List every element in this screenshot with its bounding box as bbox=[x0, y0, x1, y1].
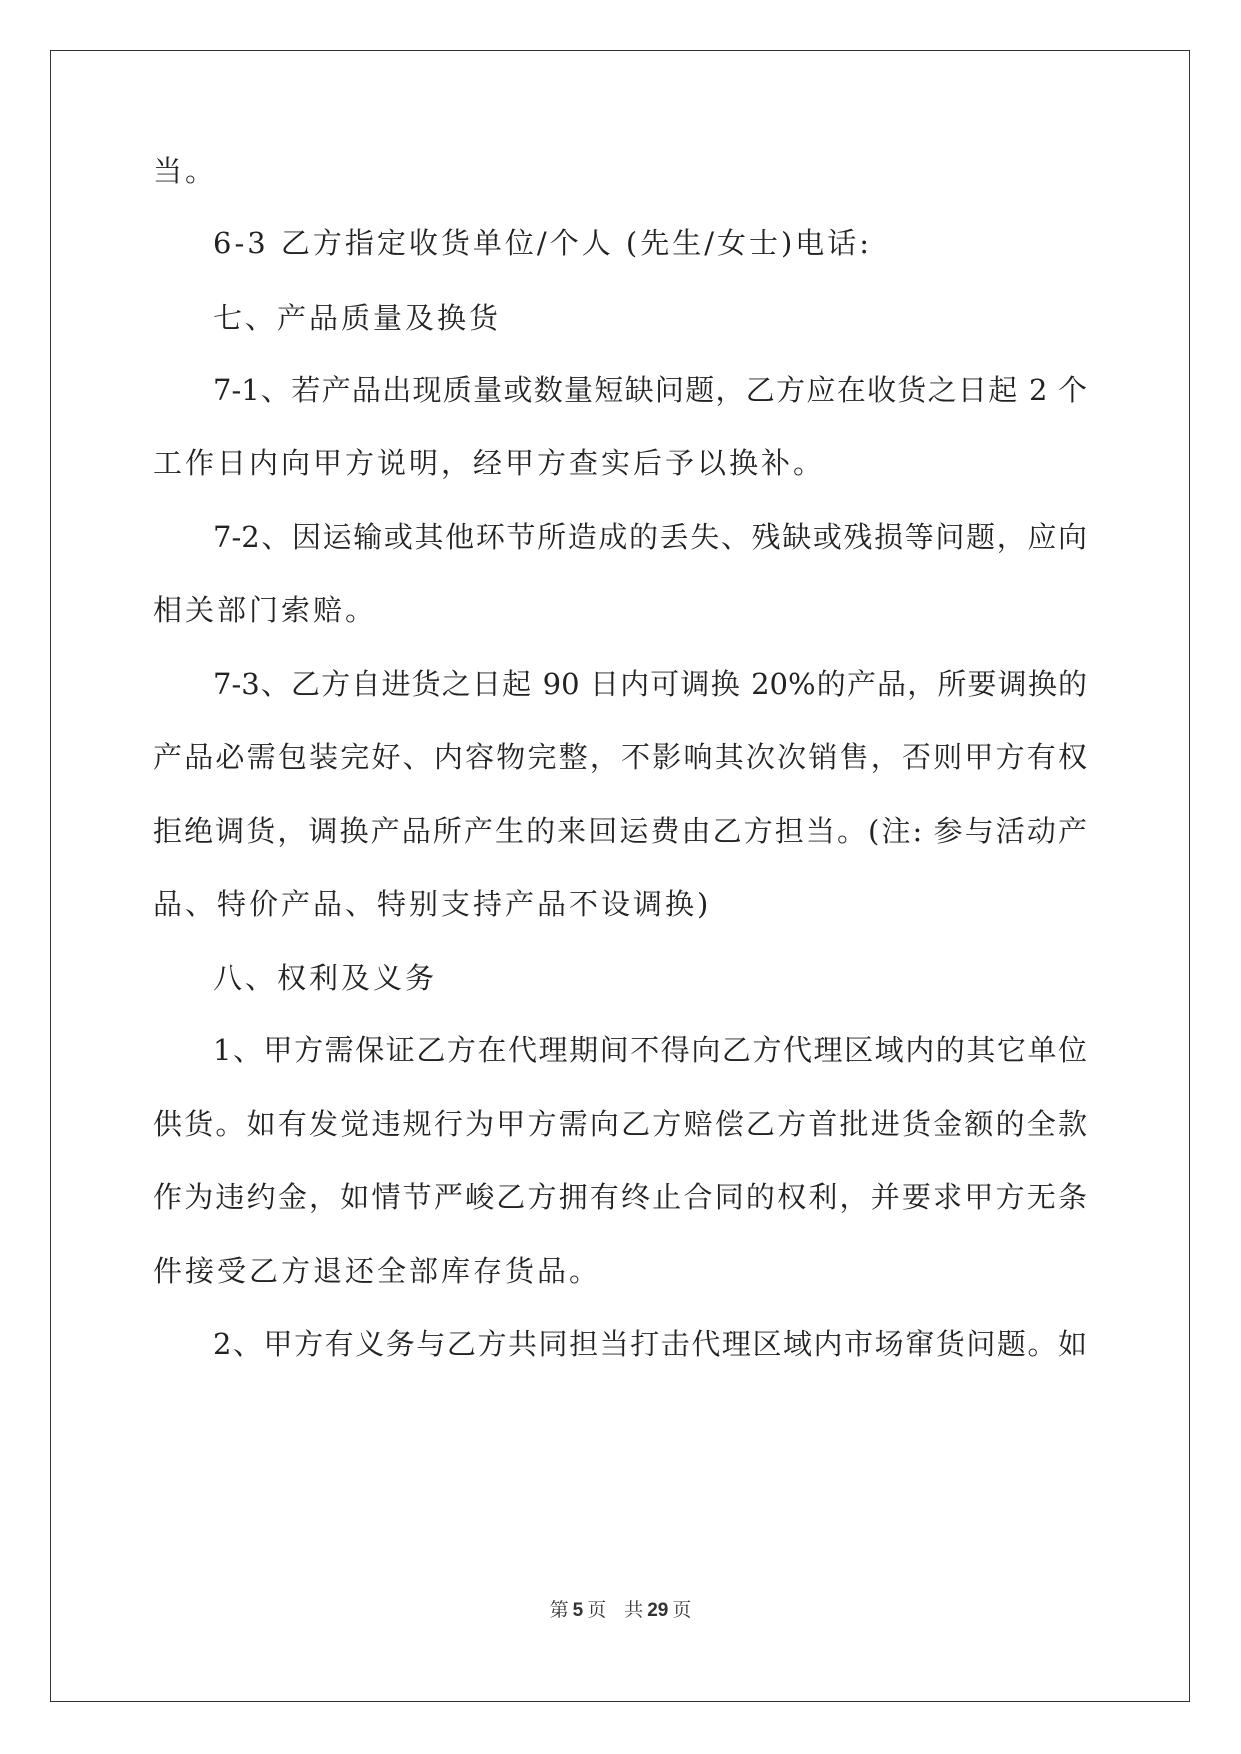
footer-prefix: 第 bbox=[549, 1599, 569, 1621]
section-heading: 七、产品质量及换货 bbox=[213, 301, 502, 335]
text-line: 供货。如有发觉违规行为甲方需向乙方赔偿乙方首批进货金额的全款 bbox=[153, 1107, 1087, 1141]
footer-total-prefix: 共 bbox=[624, 1599, 644, 1621]
page-number-footer bbox=[0, 1597, 1241, 1624]
text-line: 品、特价产品、特别支持产品不设调换) bbox=[153, 887, 712, 921]
text-line: 7-2、因运输或其他环节所造成的丢失、残缺或残损等问题，应向 bbox=[213, 520, 1087, 554]
text-line: 拒绝调货，调换产品所产生的来回运费由乙方担当。(注: 参与活动产 bbox=[153, 814, 1087, 848]
footer-total-suffix: 页 bbox=[672, 1599, 692, 1621]
text-line: 产品必需包装完好、内容物完整，不影响其次次销售，否则甲方有权 bbox=[153, 740, 1087, 774]
footer-page-suffix: 页 bbox=[587, 1599, 607, 1621]
text-line: 1、甲方需保证乙方在代理期间不得向乙方代理区域内的其它单位 bbox=[213, 1033, 1087, 1067]
text-line: 件接受乙方退还全部库存货品。 bbox=[153, 1254, 602, 1288]
text-line: 7-3、乙方自进货之日起 90 日内可调换 20%的产品，所要调换的 bbox=[213, 667, 1087, 701]
text-line: 工作日内向甲方说明，经甲方查实后予以换补。 bbox=[153, 446, 826, 480]
text-line: 相关部门索赔。 bbox=[153, 593, 378, 627]
total-pages-number: 29 bbox=[647, 1600, 669, 1621]
text-line: 当。 bbox=[153, 154, 218, 188]
current-page-number: 5 bbox=[572, 1600, 584, 1621]
text-line: 6-3 乙方指定收货单位/个人 (先生/女士)电话: bbox=[213, 226, 873, 260]
text-line: 作为违约金，如情节严峻乙方拥有终止合同的权利，并要求甲方无条 bbox=[153, 1180, 1087, 1214]
text-line: 7-1、若产品出现质量或数量短缺问题，乙方应在收货之日起 2 个 bbox=[213, 373, 1087, 407]
text-line: 2、甲方有义务与乙方共同担当打击代理区域内市场窜货问题。如 bbox=[213, 1327, 1087, 1361]
section-heading: 八、权利及义务 bbox=[213, 961, 438, 995]
